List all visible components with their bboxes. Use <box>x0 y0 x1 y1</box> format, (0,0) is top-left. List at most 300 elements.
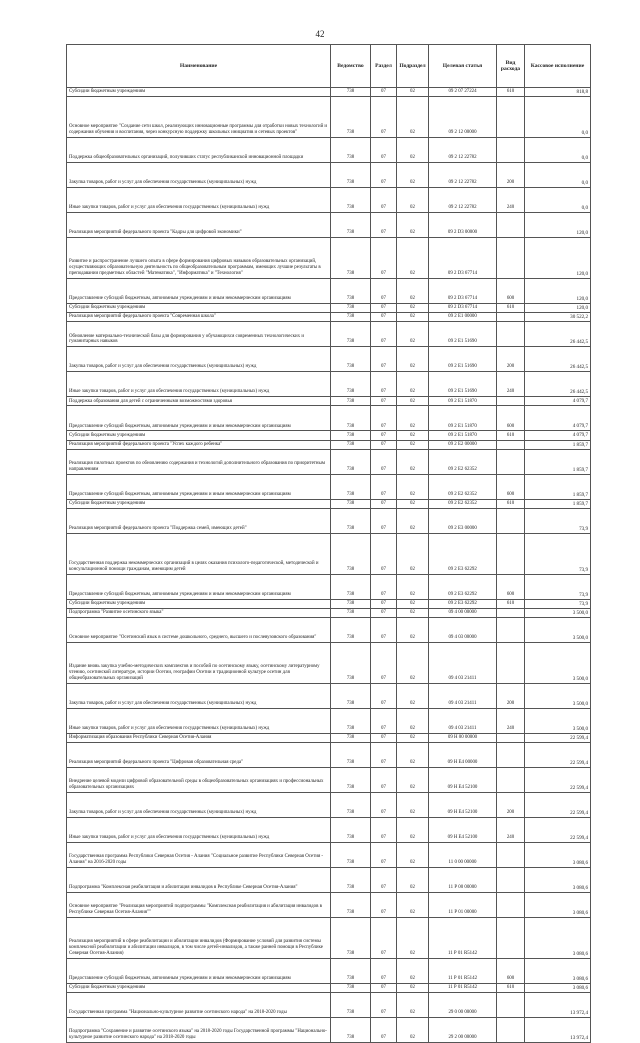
row-target-article: 09 2 12 22782 <box>429 188 497 213</box>
row-vedomstvo: 738 <box>331 768 371 793</box>
row-name: Закупка товаров, работ и услуг для обеспечения государственных (муниципальных) нужд <box>67 163 331 188</box>
row-razdel: 07 <box>371 574 397 599</box>
row-razdel: 07 <box>371 793 397 818</box>
row-podrazdel: 02 <box>397 322 429 347</box>
row-vedomstvo: 738 <box>331 372 371 397</box>
table-row <box>67 322 591 347</box>
row-cash-execution: 26 442,5 <box>525 372 591 397</box>
row-cash-execution: 3 500,0 <box>525 617 591 642</box>
row-podrazdel: 02 <box>397 574 429 599</box>
row-target-article: 09 2 D3 00000 <box>429 213 497 238</box>
row-razdel: 07 <box>371 304 397 313</box>
row-target-article: 29 0 00 00000 <box>429 993 497 1018</box>
row-cash-execution: 818,8 <box>525 88 591 97</box>
row-name: Реализация мероприятий федерального проекта "Поддержка семей, имеющих детей" <box>67 508 331 533</box>
table-row <box>67 733 591 742</box>
table-row <box>67 406 591 431</box>
row-razdel: 07 <box>371 959 397 984</box>
row-name: Субсидии бюджетным учреждениям <box>67 88 331 97</box>
row-podrazdel: 02 <box>397 733 429 742</box>
row-podrazdel: 02 <box>397 984 429 993</box>
row-vedomstvo: 738 <box>331 617 371 642</box>
table-row <box>67 238 591 279</box>
row-cash-execution: 1 859,7 <box>525 449 591 474</box>
table-row <box>67 642 591 683</box>
row-expense-type: 610 <box>497 304 525 313</box>
row-name: Иные закупки товаров, работ и услуг для обеспечения государственных (муниципальных) нужд <box>67 818 331 843</box>
row-cash-execution: 26 442,5 <box>525 322 591 347</box>
row-expense-type: 600 <box>497 474 525 499</box>
row-podrazdel: 02 <box>397 238 429 279</box>
row-expense-type <box>497 642 525 683</box>
row-name: Реализация мероприятий в сфере реабилитации и абилитации инвалидов (Формирование условий для развития системы комплексной реабилитации и абилитации инвалидов, в том числе детей-инвалидов, а также ранней помощи в Республике Северная Осетия-Алания) <box>67 918 331 959</box>
row-podrazdel: 02 <box>397 743 429 768</box>
row-razdel: 07 <box>371 733 397 742</box>
row-podrazdel: 02 <box>397 431 429 440</box>
row-razdel: 07 <box>371 683 397 708</box>
table-row <box>67 984 591 993</box>
table-row <box>67 508 591 533</box>
header-expense-type: Вид расхода <box>497 45 525 88</box>
row-name: Субсидии бюджетным учреждениям <box>67 984 331 993</box>
row-vedomstvo: 738 <box>331 608 371 617</box>
row-vedomstvo: 738 <box>331 959 371 984</box>
row-expense-type <box>497 138 525 163</box>
row-razdel: 07 <box>371 843 397 868</box>
row-target-article: 09 Н Е4 52100 <box>429 793 497 818</box>
row-podrazdel: 02 <box>397 163 429 188</box>
row-vedomstvo: 738 <box>331 843 371 868</box>
row-expense-type <box>497 893 525 918</box>
row-cash-execution: 3 080,6 <box>525 918 591 959</box>
row-expense-type <box>497 743 525 768</box>
row-podrazdel: 02 <box>397 868 429 893</box>
table-row <box>67 474 591 499</box>
table-row <box>67 683 591 708</box>
row-razdel: 07 <box>371 474 397 499</box>
row-vedomstvo: 738 <box>331 893 371 918</box>
row-expense-type: 600 <box>497 279 525 304</box>
table-row <box>67 304 591 313</box>
row-expense-type <box>497 440 525 449</box>
row-razdel: 07 <box>371 440 397 449</box>
row-name: Субсидии бюджетным учреждениям <box>67 499 331 508</box>
table-row <box>67 768 591 793</box>
row-cash-execution: 26 442,5 <box>525 347 591 372</box>
row-razdel: 07 <box>371 1018 397 1043</box>
row-razdel: 07 <box>371 279 397 304</box>
table-row <box>67 893 591 918</box>
row-target-article: 09 2 E1 51690 <box>429 372 497 397</box>
row-vedomstvo: 738 <box>331 347 371 372</box>
row-razdel: 07 <box>371 213 397 238</box>
row-name: Подпрограмма "Сохранение и развитие осетинского языка" на 2018-2020 годы Государственной программы "Национально-культурное развитие осетинского народа" на 2018-2020 годы <box>67 1018 331 1043</box>
row-podrazdel: 02 <box>397 304 429 313</box>
row-cash-execution: 0,0 <box>525 97 591 138</box>
row-cash-execution: 22 599,4 <box>525 818 591 843</box>
row-target-article: 09 4 03 21411 <box>429 642 497 683</box>
table-row <box>67 868 591 893</box>
row-podrazdel: 02 <box>397 397 429 406</box>
row-expense-type: 600 <box>497 959 525 984</box>
row-podrazdel: 02 <box>397 406 429 431</box>
row-name: Закупка товаров, работ и услуг для обеспечения государственных (муниципальных) нужд <box>67 793 331 818</box>
row-podrazdel: 02 <box>397 213 429 238</box>
header-vedomstvo: Ведомство <box>331 45 371 88</box>
row-cash-execution: 22 599,4 <box>525 743 591 768</box>
row-expense-type <box>497 608 525 617</box>
table-row <box>67 574 591 599</box>
row-expense-type <box>497 1018 525 1043</box>
row-podrazdel: 02 <box>397 993 429 1018</box>
row-target-article: 09 2 E1 51870 <box>429 397 497 406</box>
row-podrazdel: 02 <box>397 708 429 733</box>
row-expense-type <box>497 313 525 322</box>
row-podrazdel: 02 <box>397 843 429 868</box>
row-target-article: 09 2 E3 62292 <box>429 574 497 599</box>
row-cash-execution: 0,0 <box>525 138 591 163</box>
row-cash-execution: 73,9 <box>525 599 591 608</box>
row-podrazdel: 02 <box>397 1018 429 1043</box>
row-name: Реализация мероприятий федерального проекта "Современная школа" <box>67 313 331 322</box>
row-target-article: 09 2 D3 67714 <box>429 304 497 313</box>
row-razdel: 07 <box>371 322 397 347</box>
table-row <box>67 843 591 868</box>
row-expense-type <box>497 322 525 347</box>
row-name: Субсидии бюджетным учреждениям <box>67 304 331 313</box>
row-podrazdel: 02 <box>397 893 429 918</box>
row-target-article: 09 2 E1 51690 <box>429 347 497 372</box>
row-name: Подпрограмма "Развитие осетинского языка" <box>67 608 331 617</box>
row-expense-type <box>497 868 525 893</box>
row-podrazdel: 02 <box>397 88 429 97</box>
row-razdel: 07 <box>371 499 397 508</box>
row-expense-type <box>497 508 525 533</box>
row-vedomstvo: 738 <box>331 984 371 993</box>
table-row <box>67 372 591 397</box>
table-row <box>67 993 591 1018</box>
row-target-article: 09 Н Е4 52100 <box>429 768 497 793</box>
row-expense-type <box>497 449 525 474</box>
row-name: Закупка товаров, работ и услуг для обеспечения государственных (муниципальных) нужд <box>67 347 331 372</box>
row-podrazdel: 02 <box>397 642 429 683</box>
row-razdel: 07 <box>371 918 397 959</box>
row-cash-execution: 1 859,7 <box>525 499 591 508</box>
row-expense-type <box>497 993 525 1018</box>
row-razdel: 07 <box>371 238 397 279</box>
row-vedomstvo: 738 <box>331 743 371 768</box>
row-razdel: 07 <box>371 984 397 993</box>
row-cash-execution: 3 500,0 <box>525 683 591 708</box>
row-razdel: 07 <box>371 508 397 533</box>
table-row <box>67 97 591 138</box>
row-vedomstvo: 738 <box>331 138 371 163</box>
row-target-article: 09 2 12 00000 <box>429 97 497 138</box>
header-razdel: Раздел <box>371 45 397 88</box>
row-name: Информатизация образования Республики Северная Осетия-Алания <box>67 733 331 742</box>
row-name: Предоставление субсидий бюджетным, автономным учреждениям и иным некоммерческим организациям <box>67 959 331 984</box>
row-vedomstvo: 738 <box>331 499 371 508</box>
row-cash-execution: 73,9 <box>525 574 591 599</box>
row-name: Иные закупки товаров, работ и услуг для обеспечения государственных (муниципальных) нужд <box>67 708 331 733</box>
row-cash-execution: 4 079,7 <box>525 406 591 431</box>
row-razdel: 07 <box>371 88 397 97</box>
row-vedomstvo: 738 <box>331 188 371 213</box>
row-vedomstvo: 738 <box>331 304 371 313</box>
row-expense-type: 600 <box>497 574 525 599</box>
row-name: Предоставление субсидий бюджетным, автономным учреждениям и иным некоммерческим организациям <box>67 474 331 499</box>
row-cash-execution: 30 522,2 <box>525 313 591 322</box>
row-podrazdel: 02 <box>397 818 429 843</box>
row-target-article: 09 2 E3 62292 <box>429 599 497 608</box>
row-cash-execution: 120,0 <box>525 238 591 279</box>
row-name: Реализация мероприятий федерального проекта "Кадры для цифровой экономики" <box>67 213 331 238</box>
row-target-article: 11 Р 01 R5142 <box>429 959 497 984</box>
row-target-article: 09 2 E1 51870 <box>429 431 497 440</box>
table-row <box>67 499 591 508</box>
row-cash-execution: 13 972,4 <box>525 993 591 1018</box>
row-vedomstvo: 738 <box>331 642 371 683</box>
row-cash-execution: 1 859,7 <box>525 440 591 449</box>
row-name: Государственная программа Республики Северная Осетия - Алания "Социальное развитие Республики Северная Осетия - Алания" на 2016-2020 годы <box>67 843 331 868</box>
row-expense-type <box>497 238 525 279</box>
row-razdel: 07 <box>371 642 397 683</box>
row-name: Основное мероприятие "Реализация мероприятий подпрограммы "Комплексная реабилитация и абилитация инвалидов в Республике Северная Осетия-Алания"" <box>67 893 331 918</box>
row-target-article: 09 2 07 27224 <box>429 88 497 97</box>
row-name: Подпрограмма "Комплексная реабилитация и абилитация инвалидов в Республике Северная Осетия-Алания" <box>67 868 331 893</box>
table-row <box>67 138 591 163</box>
table-row <box>67 818 591 843</box>
row-vedomstvo: 738 <box>331 431 371 440</box>
row-expense-type <box>497 733 525 742</box>
table-row <box>67 793 591 818</box>
row-target-article: 11 Р 01 R5142 <box>429 984 497 993</box>
row-cash-execution: 73,9 <box>525 533 591 574</box>
row-vedomstvo: 738 <box>331 533 371 574</box>
row-target-article: 11 Р 01 00000 <box>429 893 497 918</box>
row-cash-execution: 120,0 <box>525 279 591 304</box>
table-row <box>67 313 591 322</box>
row-cash-execution: 3 080,6 <box>525 868 591 893</box>
row-target-article: 11 0 00 00000 <box>429 843 497 868</box>
row-podrazdel: 02 <box>397 918 429 959</box>
table-row <box>67 88 591 97</box>
row-name: Предоставление субсидий бюджетным, автономным учреждениям и иным некоммерческим организациям <box>67 406 331 431</box>
row-vedomstvo: 738 <box>331 440 371 449</box>
row-podrazdel: 02 <box>397 449 429 474</box>
row-razdel: 07 <box>371 617 397 642</box>
row-expense-type <box>497 397 525 406</box>
row-target-article: 09 2 D3 67714 <box>429 279 497 304</box>
row-podrazdel: 02 <box>397 347 429 372</box>
table-row <box>67 163 591 188</box>
row-cash-execution: 4 079,7 <box>525 397 591 406</box>
row-name: Основное мероприятие "Создание сети школ, реализующих инновационные программы для отработки новых технологий и содержания обучения и воспитания, через конкурсную поддержку школьных инициатив и сетевых проектов" <box>67 97 331 138</box>
row-razdel: 07 <box>371 397 397 406</box>
row-expense-type <box>497 843 525 868</box>
row-razdel: 07 <box>371 743 397 768</box>
row-expense-type: 600 <box>497 406 525 431</box>
row-razdel: 07 <box>371 868 397 893</box>
row-razdel: 07 <box>371 608 397 617</box>
row-podrazdel: 02 <box>397 533 429 574</box>
row-cash-execution: 3 080,6 <box>525 893 591 918</box>
table-row <box>67 1018 591 1043</box>
row-expense-type <box>497 768 525 793</box>
row-razdel: 07 <box>371 138 397 163</box>
row-expense-type <box>497 918 525 959</box>
row-name: Субсидии бюджетным учреждениям <box>67 599 331 608</box>
row-target-article: 09 Н Е4 52100 <box>429 818 497 843</box>
row-target-article: 09 2 D3 67714 <box>429 238 497 279</box>
row-name: Издание вновь закупка учебно-методических комплектов и пособий по осетинскому языку, осетинскому литературному чтению, осетинской литературе, истории Осетии, географии Осетии и традиционной культуре осетин для общеобразовательных организаций <box>67 642 331 683</box>
row-target-article: 09 2 E3 62292 <box>429 533 497 574</box>
row-expense-type: 610 <box>497 431 525 440</box>
table-body <box>67 88 591 1043</box>
table-row <box>67 599 591 608</box>
row-expense-type: 610 <box>497 88 525 97</box>
row-name: Иные закупки товаров, работ и услуг для обеспечения государственных (муниципальных) нужд <box>67 188 331 213</box>
row-razdel: 07 <box>371 163 397 188</box>
row-name: Обновление материально-технической базы для формирования у обучающихся современных технологических и гуманитарных навыков <box>67 322 331 347</box>
row-podrazdel: 02 <box>397 188 429 213</box>
row-target-article: 09 2 E2 62352 <box>429 499 497 508</box>
header-podrazdel: Подраздел <box>397 45 429 88</box>
row-vedomstvo: 738 <box>331 88 371 97</box>
row-target-article: 09 2 E1 51870 <box>429 406 497 431</box>
row-razdel: 07 <box>371 406 397 431</box>
header-cash-execution: Кассовое исполнение <box>525 45 591 88</box>
row-target-article: 09 4 03 21411 <box>429 708 497 733</box>
row-podrazdel: 02 <box>397 959 429 984</box>
row-vedomstvo: 738 <box>331 279 371 304</box>
table-row <box>67 213 591 238</box>
row-razdel: 07 <box>371 708 397 733</box>
row-target-article: 09 2 E1 00000 <box>429 313 497 322</box>
row-expense-type <box>497 533 525 574</box>
row-vedomstvo: 738 <box>331 238 371 279</box>
row-expense-type: 240 <box>497 188 525 213</box>
row-cash-execution: 22 599,4 <box>525 793 591 818</box>
row-podrazdel: 02 <box>397 599 429 608</box>
row-target-article: 09 4 03 00000 <box>429 617 497 642</box>
row-razdel: 07 <box>371 449 397 474</box>
row-razdel: 07 <box>371 768 397 793</box>
row-expense-type: 240 <box>497 708 525 733</box>
row-vedomstvo: 738 <box>331 313 371 322</box>
row-expense-type: 200 <box>497 163 525 188</box>
row-name: Субсидии бюджетным учреждениям <box>67 431 331 440</box>
row-cash-execution: 3 080,6 <box>525 984 591 993</box>
row-target-article: 29 2 00 00000 <box>429 1018 497 1043</box>
row-vedomstvo: 738 <box>331 322 371 347</box>
budget-table <box>66 44 591 1043</box>
row-cash-execution: 3 500,0 <box>525 608 591 617</box>
row-cash-execution: 22 599,4 <box>525 733 591 742</box>
row-expense-type: 240 <box>497 372 525 397</box>
table-row <box>67 449 591 474</box>
row-expense-type <box>497 617 525 642</box>
row-name: Развитие и распространение лучшего опыта в сфере формирования цифровых навыков образовательных организаций, осуществляющих образовательную деятельность по общеобразовательным программам, имеющих лучшие результаты в преподавании предметных областей "Математика", "Информатика" и "Технология" <box>67 238 331 279</box>
page-number: 42 <box>315 29 325 39</box>
row-vedomstvo: 738 <box>331 449 371 474</box>
row-cash-execution: 120,0 <box>525 304 591 313</box>
row-target-article: 11 Р 01 R5142 <box>429 918 497 959</box>
table-row <box>67 708 591 733</box>
row-cash-execution: 3 500,0 <box>525 708 591 733</box>
row-name: Реализация мероприятий федерального проекта "Успех каждого ребенка" <box>67 440 331 449</box>
table-row <box>67 440 591 449</box>
row-target-article: 11 Р 00 00000 <box>429 868 497 893</box>
row-target-article: 09 2 12 22782 <box>429 163 497 188</box>
header-target-article: Целевая статья <box>429 45 497 88</box>
row-podrazdel: 02 <box>397 608 429 617</box>
row-name: Государственная программа "Национально-культурное развитие осетинского народа" на 2018-2020 годы <box>67 993 331 1018</box>
row-name: Реализация мероприятий федерального проекта "Цифровая образовательная среда" <box>67 743 331 768</box>
table-row <box>67 431 591 440</box>
row-expense-type: 200 <box>497 793 525 818</box>
row-podrazdel: 02 <box>397 440 429 449</box>
row-target-article: 09 2 E2 62352 <box>429 474 497 499</box>
row-vedomstvo: 738 <box>331 683 371 708</box>
row-cash-execution: 4 079,7 <box>525 431 591 440</box>
row-cash-execution: 3 500,0 <box>525 642 591 683</box>
row-vedomstvo: 738 <box>331 406 371 431</box>
row-vedomstvo: 738 <box>331 918 371 959</box>
row-vedomstvo: 738 <box>331 733 371 742</box>
row-target-article: 09 4 00 00000 <box>429 608 497 617</box>
row-podrazdel: 02 <box>397 313 429 322</box>
row-cash-execution: 0,0 <box>525 163 591 188</box>
row-vedomstvo: 738 <box>331 993 371 1018</box>
row-vedomstvo: 738 <box>331 474 371 499</box>
row-name: Основное мероприятие "Осетинский язык в системе дошкольного, среднего, высшего и послевузовского образования" <box>67 617 331 642</box>
row-podrazdel: 02 <box>397 97 429 138</box>
table-row <box>67 347 591 372</box>
row-razdel: 07 <box>371 97 397 138</box>
row-name: Иные закупки товаров, работ и услуг для обеспечения государственных (муниципальных) нужд <box>67 372 331 397</box>
row-podrazdel: 02 <box>397 499 429 508</box>
row-razdel: 07 <box>371 818 397 843</box>
row-razdel: 07 <box>371 993 397 1018</box>
row-target-article: 09 2 E2 00000 <box>429 440 497 449</box>
row-target-article: 09 4 03 21411 <box>429 683 497 708</box>
row-name: Поддержка общеобразовательных организаций, получивших статус республиканской инновационной площадки <box>67 138 331 163</box>
row-cash-execution: 3 080,6 <box>525 843 591 868</box>
row-expense-type <box>497 213 525 238</box>
row-name: Внедрение целевой модели цифровой образовательной среды в общеобразовательных организациях и профессиональных образовательных организациях <box>67 768 331 793</box>
header-name: Наименование <box>67 45 331 88</box>
row-razdel: 07 <box>371 431 397 440</box>
row-vedomstvo: 738 <box>331 868 371 893</box>
row-target-article: 09 2 E1 51690 <box>429 322 497 347</box>
row-podrazdel: 02 <box>397 617 429 642</box>
row-vedomstvo: 738 <box>331 163 371 188</box>
row-vedomstvo: 738 <box>331 708 371 733</box>
row-podrazdel: 02 <box>397 372 429 397</box>
row-expense-type: 200 <box>497 683 525 708</box>
row-cash-execution: 3 080,6 <box>525 959 591 984</box>
row-vedomstvo: 738 <box>331 574 371 599</box>
row-vedomstvo: 738 <box>331 213 371 238</box>
table-row <box>67 279 591 304</box>
row-razdel: 07 <box>371 372 397 397</box>
row-expense-type <box>497 97 525 138</box>
row-target-article: 09 Н 00 00000 <box>429 733 497 742</box>
row-razdel: 07 <box>371 599 397 608</box>
row-cash-execution: 0,0 <box>525 188 591 213</box>
row-razdel: 07 <box>371 533 397 574</box>
